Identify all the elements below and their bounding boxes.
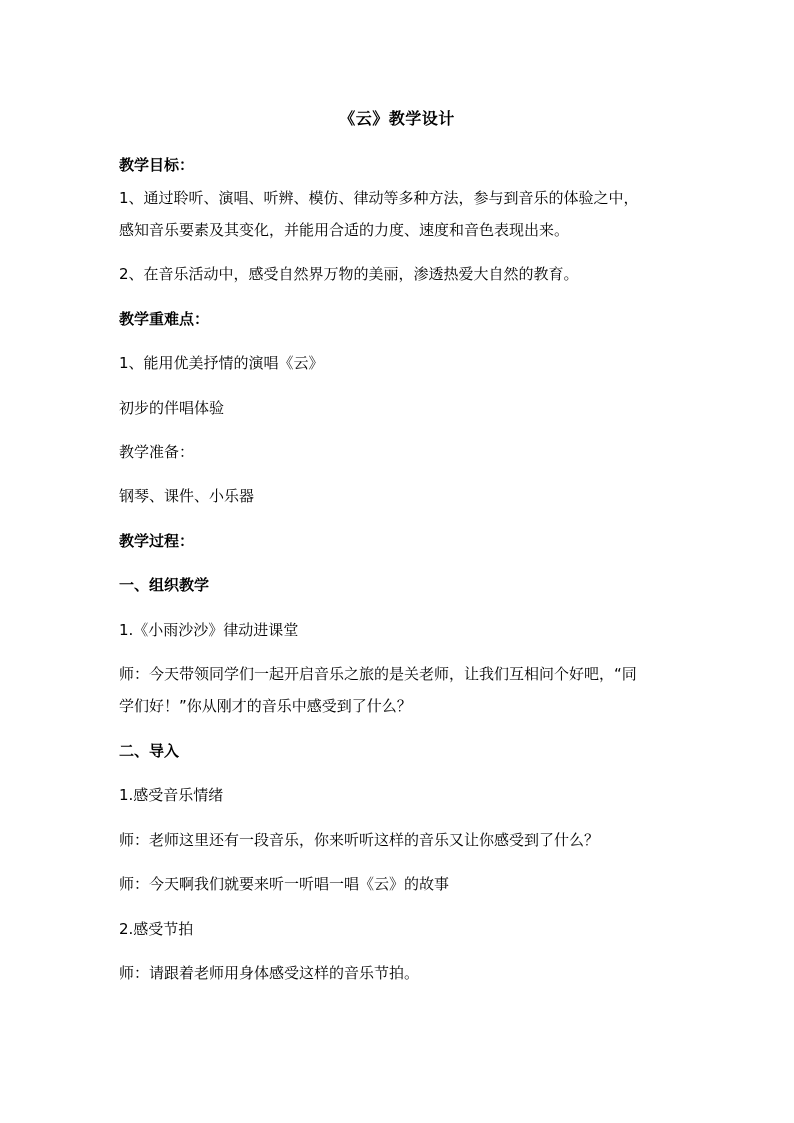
part-1-teacher-line-2: 学们好！”你从刚才的音乐中感受到了什么？ <box>119 697 412 715</box>
key-point-1: 1、能用优美抒情的演唱《云》 <box>119 354 324 372</box>
part-1-item-1: 1.《小雨沙沙》律动进课堂 <box>119 621 299 639</box>
key-point-2: 初步的伴唱体验 <box>119 399 225 417</box>
part-2-teacher-1: 师：老师这里还有一段音乐，你来听听这样的音乐又让你感受到了什么？ <box>119 831 600 849</box>
part-1-heading: 一、组织教学 <box>119 576 210 594</box>
key-points-heading: 教学重难点： <box>119 310 210 328</box>
goal-2: 2、在音乐活动中，感受自然界万物的美丽，渗透热爱大自然的教育。 <box>119 265 579 283</box>
goal-1-line-1: 1、通过聆听、演唱、听辨、模仿、律动等多种方法，参与到音乐的体验之中， <box>119 189 639 207</box>
part-2-item-1: 1.感受音乐情绪 <box>119 786 224 804</box>
preparation-items: 钢琴、课件、小乐器 <box>119 487 255 505</box>
part-2-teacher-2: 师：今天啊我们就要来听一听唱一唱《云》的故事 <box>119 875 450 893</box>
part-2-item-2: 2.感受节拍 <box>119 920 194 938</box>
process-heading: 教学过程： <box>119 532 195 550</box>
goal-1-line-2: 感知音乐要素及其变化，并能用合适的力度、速度和音色表现出来。 <box>119 221 570 239</box>
preparation-heading: 教学准备： <box>119 443 195 461</box>
part-2-heading: 二、导入 <box>119 742 180 760</box>
part-1-teacher-line-1: 师：今天带领同学们一起开启音乐之旅的是关老师，让我们互相问个好吧，“同 <box>119 665 637 683</box>
part-2-teacher-3: 师：请跟着老师用身体感受这样的音乐节拍。 <box>119 964 420 982</box>
document-title: 《云》教学设计 <box>339 109 455 128</box>
goals-heading: 教学目标： <box>119 156 195 174</box>
